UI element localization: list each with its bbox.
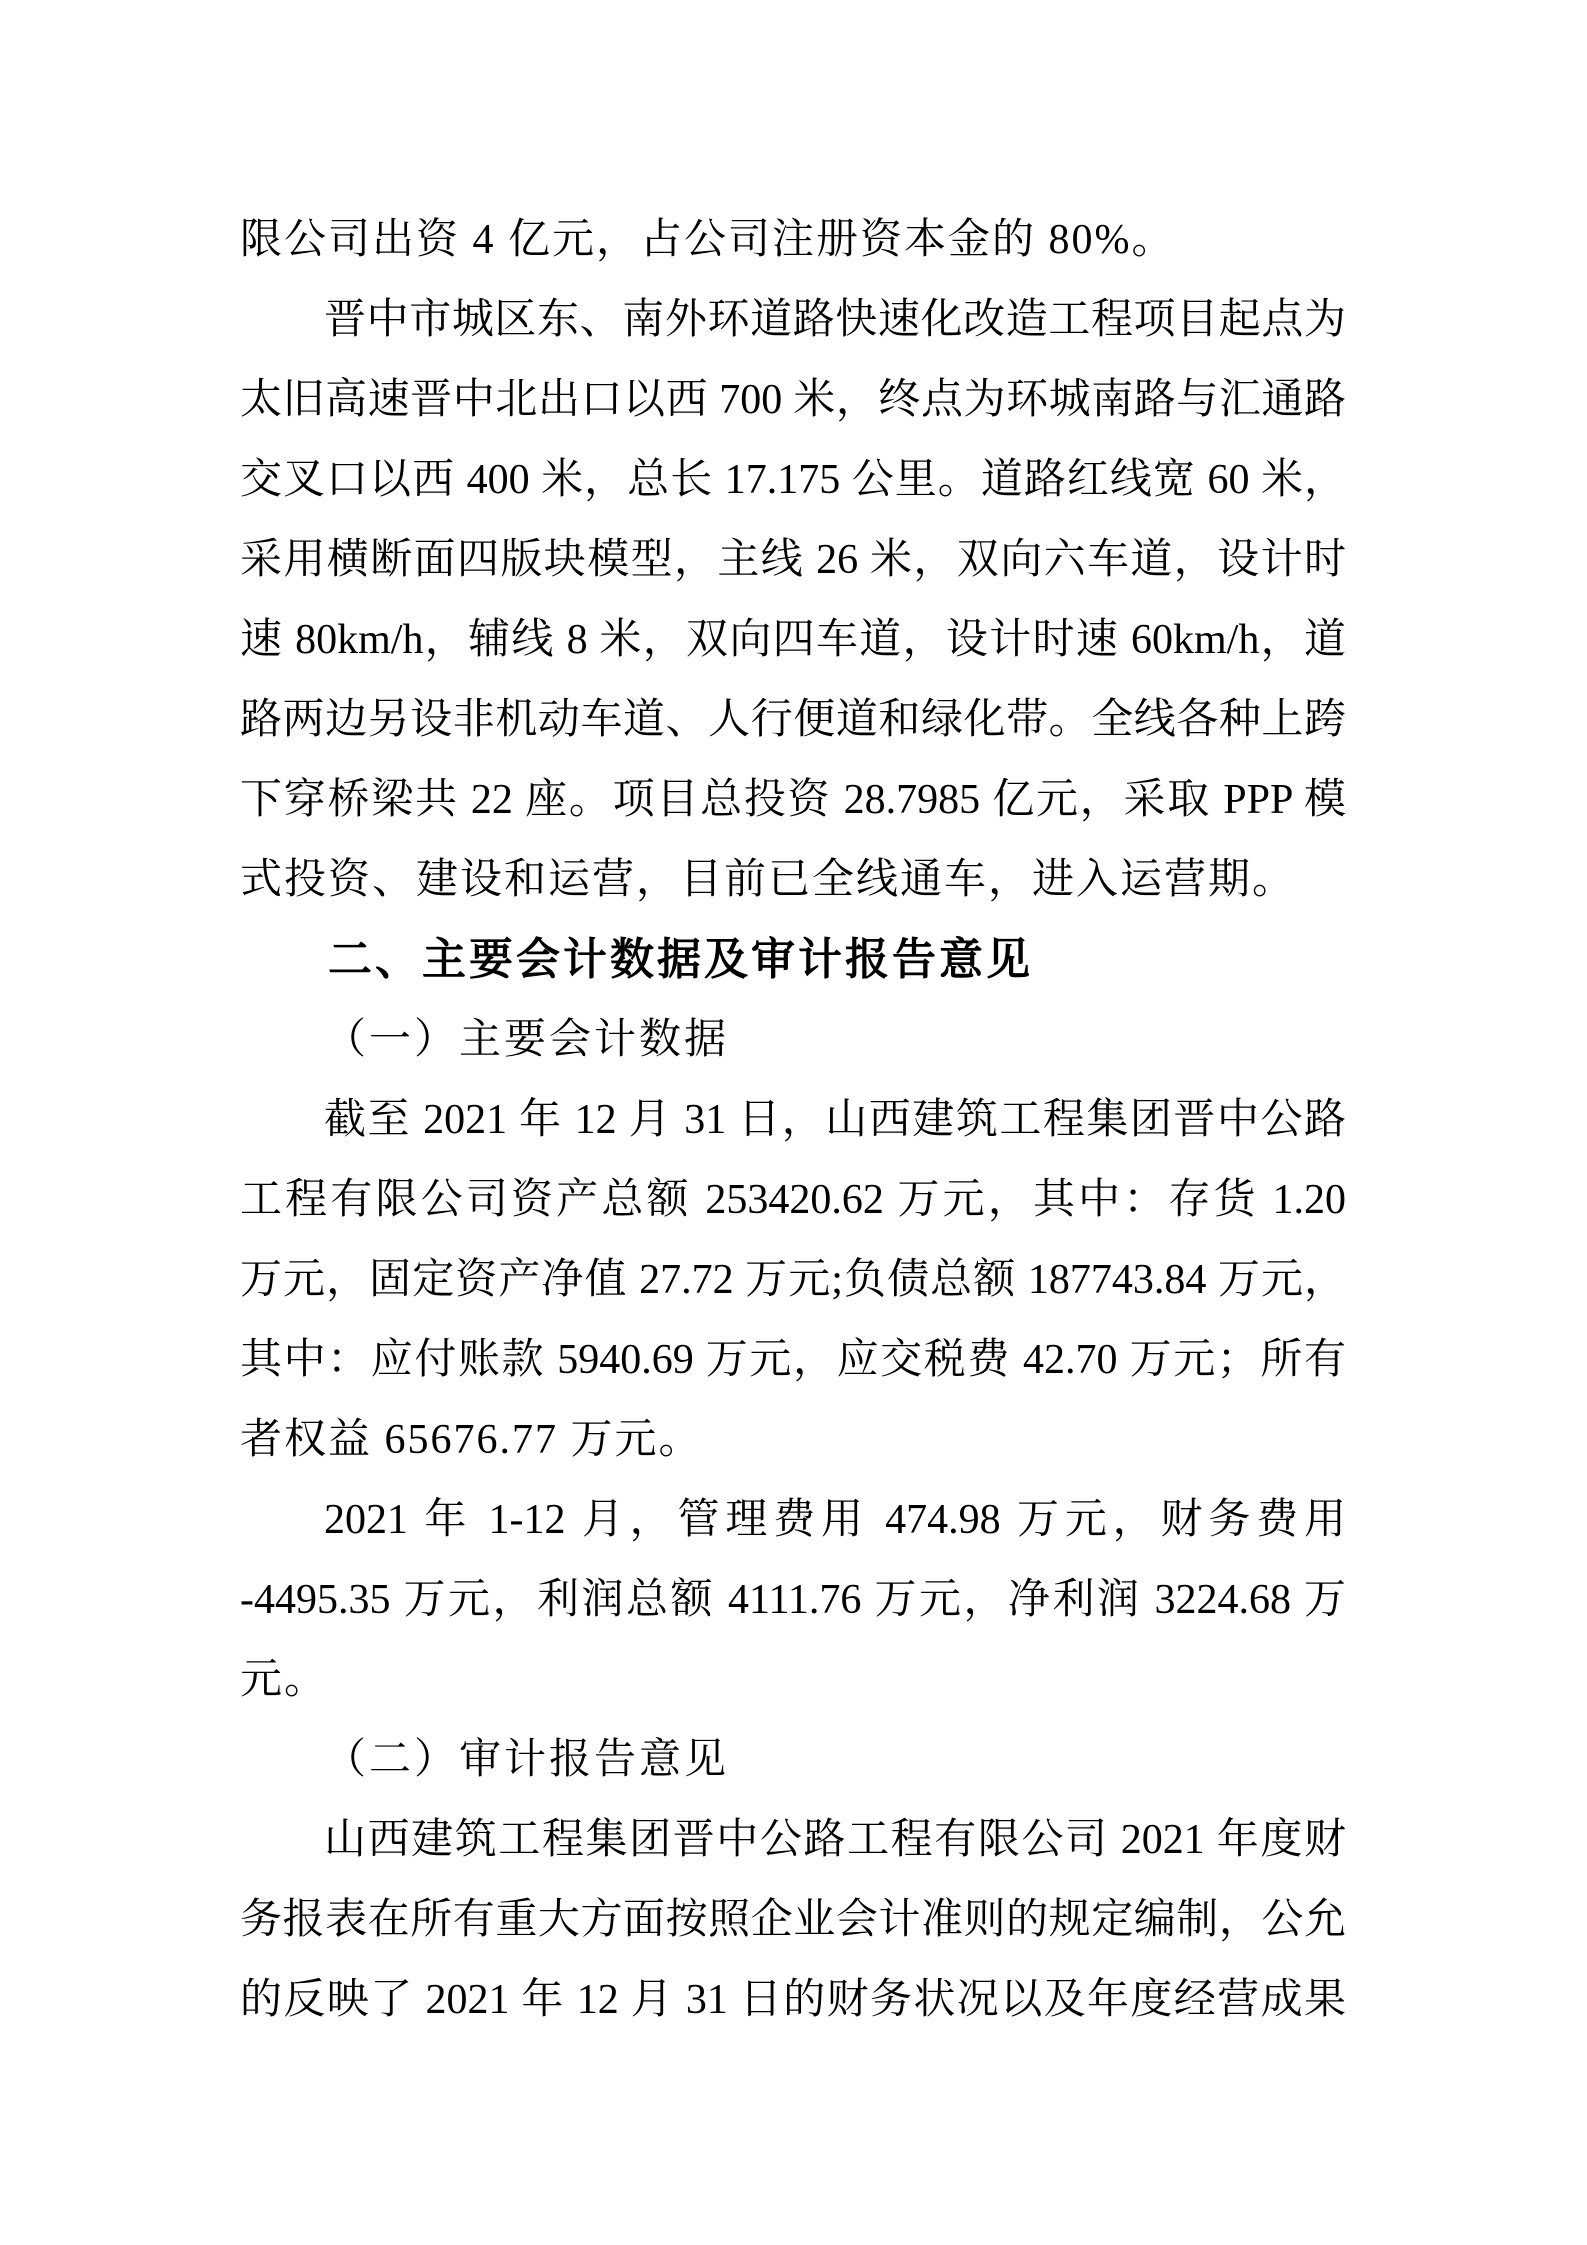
text-line: 速 80km/h，辅线 8 米，双向四车道，设计时速 60km/h，道 xyxy=(240,617,1346,663)
subsection-heading: （一）主要会计数据 xyxy=(324,1017,730,1063)
text-line: 者权益 65676.77 万元。 xyxy=(240,1417,703,1463)
text-line: 截至 2021 年 12 月 31 日，山西建筑工程集团晋中公路 xyxy=(324,1097,1346,1143)
text-line: 万元，固定资产净值 27.72 万元;负债总额 187743.84 万元， xyxy=(240,1257,1346,1303)
text-line: 的反映了 2021 年 12 月 31 日的财务状况以及年度经营成果 xyxy=(240,1977,1346,2023)
text-line: 路两边另设非机动车道、人行便道和绿化带。全线各种上跨 xyxy=(240,697,1346,743)
subsection-heading: （二）审计报告意见 xyxy=(324,1737,730,1783)
text-line: 晋中市城区东、南外环道路快速化改造工程项目起点为 xyxy=(324,297,1346,343)
document-content xyxy=(240,200,1346,2040)
text-line: 采用横断面四版块模型，主线 26 米，双向六车道，设计时 xyxy=(240,537,1346,583)
text-line: 其中：应付账款 5940.69 万元，应交税费 42.70 万元；所有 xyxy=(240,1337,1346,1383)
text-line: -4495.35 万元，利润总额 4111.76 万元，净利润 3224.68 万 xyxy=(240,1577,1346,1623)
text-line: 元。 xyxy=(240,1657,329,1703)
text-line: 下穿桥梁共 22 座。项目总投资 28.7985 亿元，采取 PPP 模 xyxy=(240,777,1346,823)
text-line: 山西建筑工程集团晋中公路工程有限公司 2021 年度财 xyxy=(324,1817,1346,1863)
text-line: 限公司出资 4 亿元，占公司注册资本金的 80%。 xyxy=(240,217,1176,263)
text-line: 务报表在所有重大方面按照企业会计准则的规定编制，公允 xyxy=(240,1897,1346,1943)
section-heading: 二、主要会计数据及审计报告意见 xyxy=(328,935,1033,984)
text-line: 交叉口以西 400 米，总长 17.175 公里。道路红线宽 60 米， xyxy=(240,457,1346,503)
text-line: 工程有限公司资产总额 253420.62 万元，其中：存货 1.20 xyxy=(240,1177,1346,1223)
text-line: 式投资、建设和运营，目前已全线通车，进入运营期。 xyxy=(240,857,1297,903)
text-line: 2021 年 1-12 月，管理费用 474.98 万元，财务费用 xyxy=(324,1497,1346,1543)
text-line: 太旧高速晋中北出口以西 700 米，终点为环城南路与汇通路 xyxy=(240,377,1346,423)
